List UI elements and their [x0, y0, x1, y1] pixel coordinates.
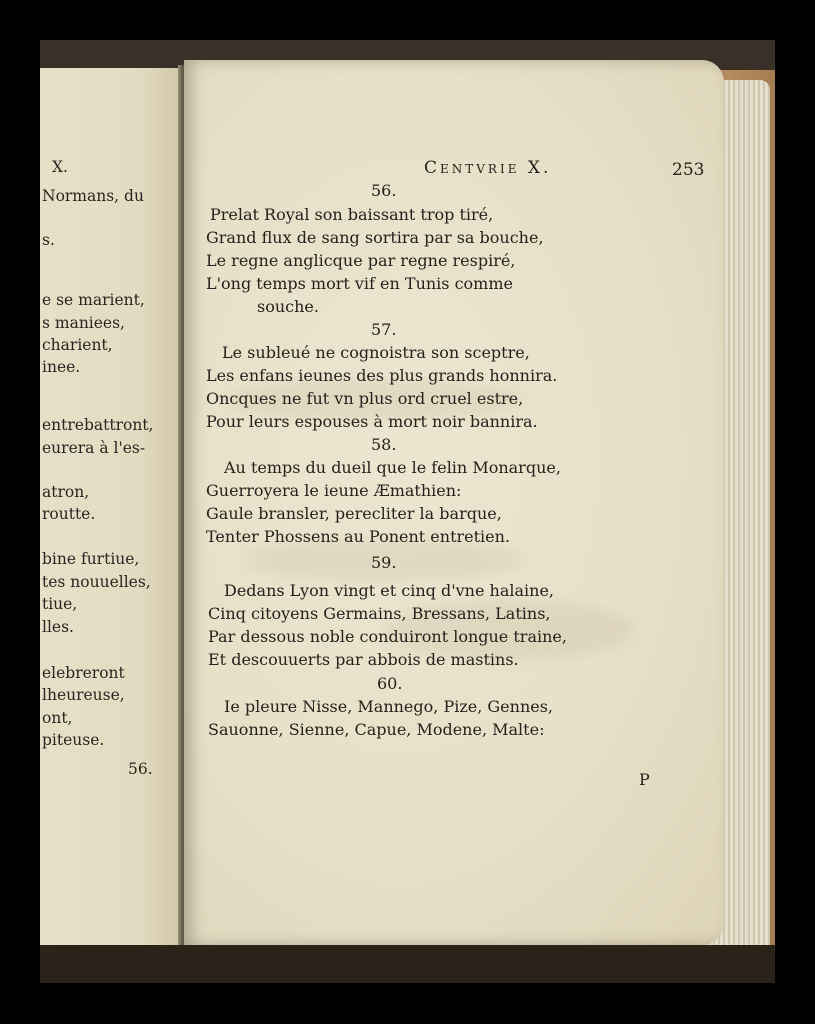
verse-line: L'ong temps mort vif en Tunis comme: [206, 274, 513, 293]
left-line: bine furtiue,: [42, 550, 140, 568]
left-line: atron,: [42, 483, 90, 501]
left-line: lheureuse,: [42, 686, 125, 704]
left-page: [40, 68, 182, 953]
quatrain-number: 58.: [371, 435, 397, 454]
verse-line: Le subleué ne cognoistra son sceptre,: [222, 343, 530, 362]
left-line: e se marient,: [42, 291, 145, 309]
verse-line: Oncques ne fut vn plus ord cruel estre,: [206, 389, 524, 408]
left-line: tes nouuelles,: [42, 573, 151, 591]
verse-line: Ie pleure Nisse, Mannego, Pize, Gennes,: [224, 697, 554, 716]
verse-line: Grand flux de sang sortira par sa bouche,: [206, 228, 544, 247]
quatrain-number: 57.: [371, 320, 397, 339]
verse-line: Au temps du dueil que le felin Monarque,: [224, 458, 561, 477]
verse-line: Sauonne, Sienne, Capue, Modene, Malte:: [208, 720, 545, 739]
verse-line: Tenter Phossens au Ponent entretien.: [206, 527, 511, 546]
left-line: ont,: [42, 709, 73, 727]
quatrain-number: 59.: [371, 553, 397, 572]
verse-line: Prelat Royal son baissant trop tiré,: [210, 205, 494, 224]
left-line: charient,: [42, 336, 113, 354]
verse-line: souche.: [257, 297, 319, 316]
left-line: routte.: [42, 505, 96, 523]
left-line: lles.: [42, 618, 74, 636]
verse-line: Les enfans ieunes des plus grands honnira.: [206, 366, 558, 385]
left-line: eurera à l'es-: [42, 439, 146, 457]
left-line: s.: [42, 231, 55, 249]
page-number: 253: [672, 160, 705, 180]
left-line: s maniees,: [42, 314, 125, 332]
left-line: X.: [52, 158, 68, 176]
left-line: Normans, du: [42, 187, 144, 205]
right-page: [184, 60, 724, 945]
verse-line: Dedans Lyon vingt et cinq d'vne halaine,: [224, 581, 555, 600]
verse-line: Cinq citoyens Germains, Bressans, Latins,: [208, 604, 551, 623]
verse-line: Pour leurs espouses à mort noir bannira.: [206, 412, 538, 431]
left-line: piteuse.: [42, 731, 105, 749]
book-scan: [40, 40, 775, 983]
left-line: inee.: [42, 358, 81, 376]
verse-line: Guerroyera le ieune Æmathien:: [206, 481, 462, 500]
quatrain-number: 60.: [377, 674, 403, 693]
verse-line: Le regne anglicque par regne respiré,: [206, 251, 516, 270]
signature-mark: P: [639, 770, 650, 789]
left-line: entrebattront,: [42, 416, 154, 434]
quatrain-number: 56.: [371, 181, 397, 200]
left-catchword: 56.: [128, 760, 153, 778]
left-line: elebreront: [42, 664, 125, 682]
verse-line: Gaule bransler, perecliter la barque,: [206, 504, 502, 523]
verse-line: Par dessous noble conduiront longue traine,: [208, 627, 567, 646]
bottom-edge: [40, 945, 775, 983]
verse-line: Et descouuerts par abbois de mastins.: [208, 650, 519, 669]
left-line: tiue,: [42, 595, 78, 613]
page-header: Centvrie X.: [424, 158, 552, 178]
